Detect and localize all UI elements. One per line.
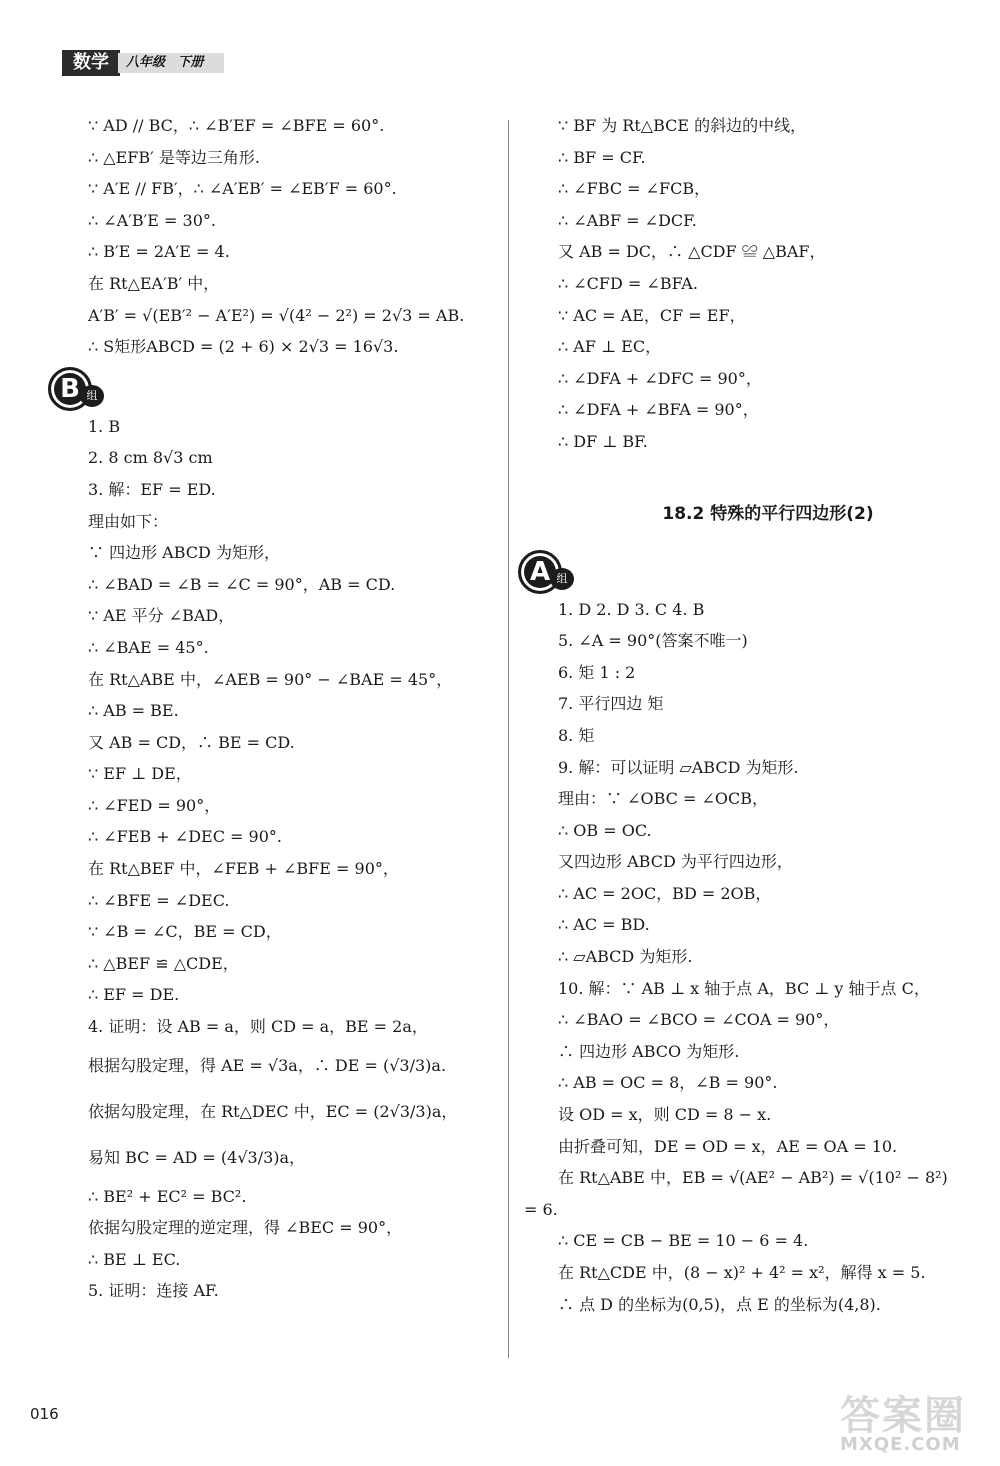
answer-line: ∴ ∠BAO = ∠BCO = ∠COA = 90°，: [558, 1010, 840, 1030]
answer-line: ∵ ∠B = ∠C，BE = CD，: [88, 922, 282, 942]
answer-line: ∴ EF = DE.: [88, 985, 180, 1005]
answer-line: 又四边形 ABCD 为平行四边形，: [558, 852, 793, 872]
answer-line: ∵ AD // BC，∴ ∠B′EF = ∠BFE = 60°.: [88, 116, 385, 135]
answer-line: ∴ BF = CF.: [558, 147, 646, 167]
answer-line: 由折叠可知，DE = OD = x，AE = OA = 10.: [558, 1136, 898, 1156]
answer-line: ∴ BE² + EC² = BC².: [88, 1186, 247, 1206]
right-top-block: [558, 110, 978, 458]
answer-line: ∵ A′E // FB′，∴ ∠A′EB′ = ∠EB′F = 60°.: [88, 179, 397, 199]
answer-line: 依据勾股定理的逆定理，得 ∠BEC = 90°，: [88, 1218, 403, 1238]
answer-line: A′B′ = √(EB′² − A′E²) = √(4² − 2²) = 2√3 = AB.: [88, 305, 465, 325]
answer-line: ∴ BE ⊥ EC.: [88, 1249, 181, 1269]
book-header: [62, 50, 224, 76]
grade-volume-label: [118, 53, 224, 73]
answer-line: 8. 矩: [558, 725, 595, 745]
answer-line: ∴ AB = BE.: [88, 701, 179, 721]
answer-line: ∴ ∠ABF = ∠DCF.: [558, 210, 697, 230]
answer-line: 9. 解：可以证明 ▱ABCD 为矩形.: [558, 757, 799, 777]
answer-line: 10. 解：∵ AB ⊥ x 轴于点 A，BC ⊥ y 轴于点 C，: [558, 978, 930, 998]
watermark-url: MXQE.COM: [840, 1434, 961, 1455]
answer-line: ∴ AF ⊥ EC，: [558, 337, 662, 357]
answer-line: ∴ ∠DFA + ∠BFA = 90°，: [558, 400, 759, 420]
answer-line: ∴ △BEF ≌ △CDE，: [88, 953, 239, 973]
answer-line: ∴ 点 D 的坐标为(0,5)，点 E 的坐标为(4,8).: [558, 1294, 881, 1314]
answer-line: 在 Rt△EA′B′ 中，: [88, 273, 220, 293]
page-number: 016: [30, 1405, 59, 1423]
answer-line: 2. 8 cm 8√3 cm: [88, 448, 213, 468]
section-title: 18.2 特殊的平行四边形(2): [662, 503, 874, 524]
answer-line: 在 Rt△ABE 中，EB = √(AE² − AB²) = √(10² − 8²): [558, 1168, 948, 1188]
answer-line: ∴ AB = OC = 8，∠B = 90°.: [558, 1073, 778, 1093]
answer-line: ∴ ▱ABCD 为矩形.: [558, 947, 693, 967]
answer-line: ∵ 四边形 ABCD 为矩形，: [88, 543, 280, 563]
answer-line: ∵ EF ⊥ DE，: [88, 764, 192, 784]
answer-line: 根据勾股定理，得 AE = √3a，∴ DE = (√3/3)a.: [88, 1055, 447, 1075]
answer-line: ∴ OB = OC.: [558, 820, 652, 840]
answer-line: ∵ BF 为 Rt△BCE 的斜边的中线，: [558, 116, 807, 135]
subject-label: 数学: [62, 50, 120, 76]
left-b-block: [88, 411, 500, 1307]
answer-line: 在 Rt△ABE 中，∠AEB = 90° − ∠BAE = 45°，: [88, 669, 453, 689]
answer-line: 5. 证明：连接 AF.: [88, 1281, 219, 1301]
badge-letter: A: [518, 550, 562, 594]
answer-line: ∴ ∠BFE = ∠DEC.: [88, 890, 230, 910]
right-a-block: [524, 594, 978, 1321]
answer-line: 4. 证明：设 AB = a，则 CD = a，BE = 2a，: [88, 1017, 428, 1037]
badge-group-label: 组: [550, 568, 574, 590]
grade-label: 八年级: [126, 55, 166, 70]
answer-line: 又 AB = DC，∴ △CDF ≌ △BAF，: [558, 242, 826, 262]
right-column: [524, 110, 978, 1320]
answer-line: = 6.: [524, 1199, 558, 1219]
answer-line: 又 AB = CD，∴ BE = CD.: [88, 732, 295, 752]
answer-line: 3. 解：EF = ED.: [88, 479, 216, 499]
answer-line: 1. B: [88, 416, 121, 436]
answer-line: ∴ ∠DFA + ∠DFC = 90°，: [558, 368, 762, 388]
answer-line: 7. 平行四边 矩: [558, 694, 664, 714]
answer-line: ∴ ∠A′B′E = 30°.: [88, 210, 216, 230]
column-divider: [508, 120, 509, 1358]
answer-line: ∴ ∠FEB + ∠DEC = 90°.: [88, 827, 282, 847]
answer-line: 依据勾股定理，在 Rt△DEC 中，EC = (2√3/3)a，: [88, 1101, 458, 1121]
badge-letter: B: [48, 367, 92, 411]
answer-line: 设 OD = x，则 CD = 8 − x.: [558, 1105, 772, 1125]
answer-line: ∴ DF ⊥ BF.: [558, 431, 648, 451]
answer-line: ∴ △EFB′ 是等边三角形.: [88, 147, 260, 167]
answer-line: ∴ ∠FBC = ∠FCB，: [558, 179, 711, 199]
answer-line: 5. ∠A = 90°(答案不唯一): [558, 631, 748, 651]
answer-line: ∵ AE 平分 ∠BAD，: [88, 606, 235, 626]
answer-line: 理由：∵ ∠OBC = ∠OCB，: [558, 789, 769, 809]
answer-line: ∴ CE = CB − BE = 10 − 6 = 4.: [558, 1231, 809, 1251]
badge-group-label: 组: [80, 385, 104, 407]
answer-line: ∴ B′E = 2A′E = 4.: [88, 242, 230, 262]
answer-line: 1. D 2. D 3. C 4. B: [558, 599, 705, 619]
answer-line: ∴ ∠FED = 90°，: [88, 795, 221, 815]
answer-line: 易知 BC = AD = (4√3/3)a，: [88, 1147, 306, 1167]
answer-line: ∴ ∠BAE = 45°.: [88, 637, 209, 657]
group-b-badge: [48, 363, 500, 411]
answer-line: ∴ AC = BD.: [558, 915, 650, 935]
answer-line: ∴ AC = 2OC，BD = 2OB，: [558, 883, 772, 903]
watermark-logo: [840, 1384, 990, 1458]
answer-line: 6. 矩 1 : 2: [558, 662, 636, 682]
answer-line: ∵ AC = AE，CF = EF，: [558, 305, 746, 325]
answer-line: ∴ S矩形ABCD = (2 + 6) × 2√3 = 16√3.: [88, 337, 399, 357]
answer-line: ∴ ∠BAD = ∠B = ∠C = 90°，AB = CD.: [88, 574, 396, 594]
answer-line: 在 Rt△BEF 中，∠FEB + ∠BFE = 90°，: [88, 859, 399, 879]
watermark-title: 答案圈: [840, 1393, 966, 1439]
answer-line: ∴ 四边形 ABCO 为矩形.: [558, 1041, 740, 1061]
volume-label: 下册: [177, 55, 204, 70]
left-top-block: [88, 110, 500, 363]
answer-line: 在 Rt△CDE 中，(8 − x)² + 4² = x²，解得 x = 5.: [558, 1263, 926, 1282]
answer-line: ∴ ∠CFD = ∠BFA.: [558, 273, 698, 293]
left-column: [60, 110, 500, 1307]
group-a-badge: [518, 546, 978, 594]
answer-line: 理由如下：: [88, 511, 169, 531]
